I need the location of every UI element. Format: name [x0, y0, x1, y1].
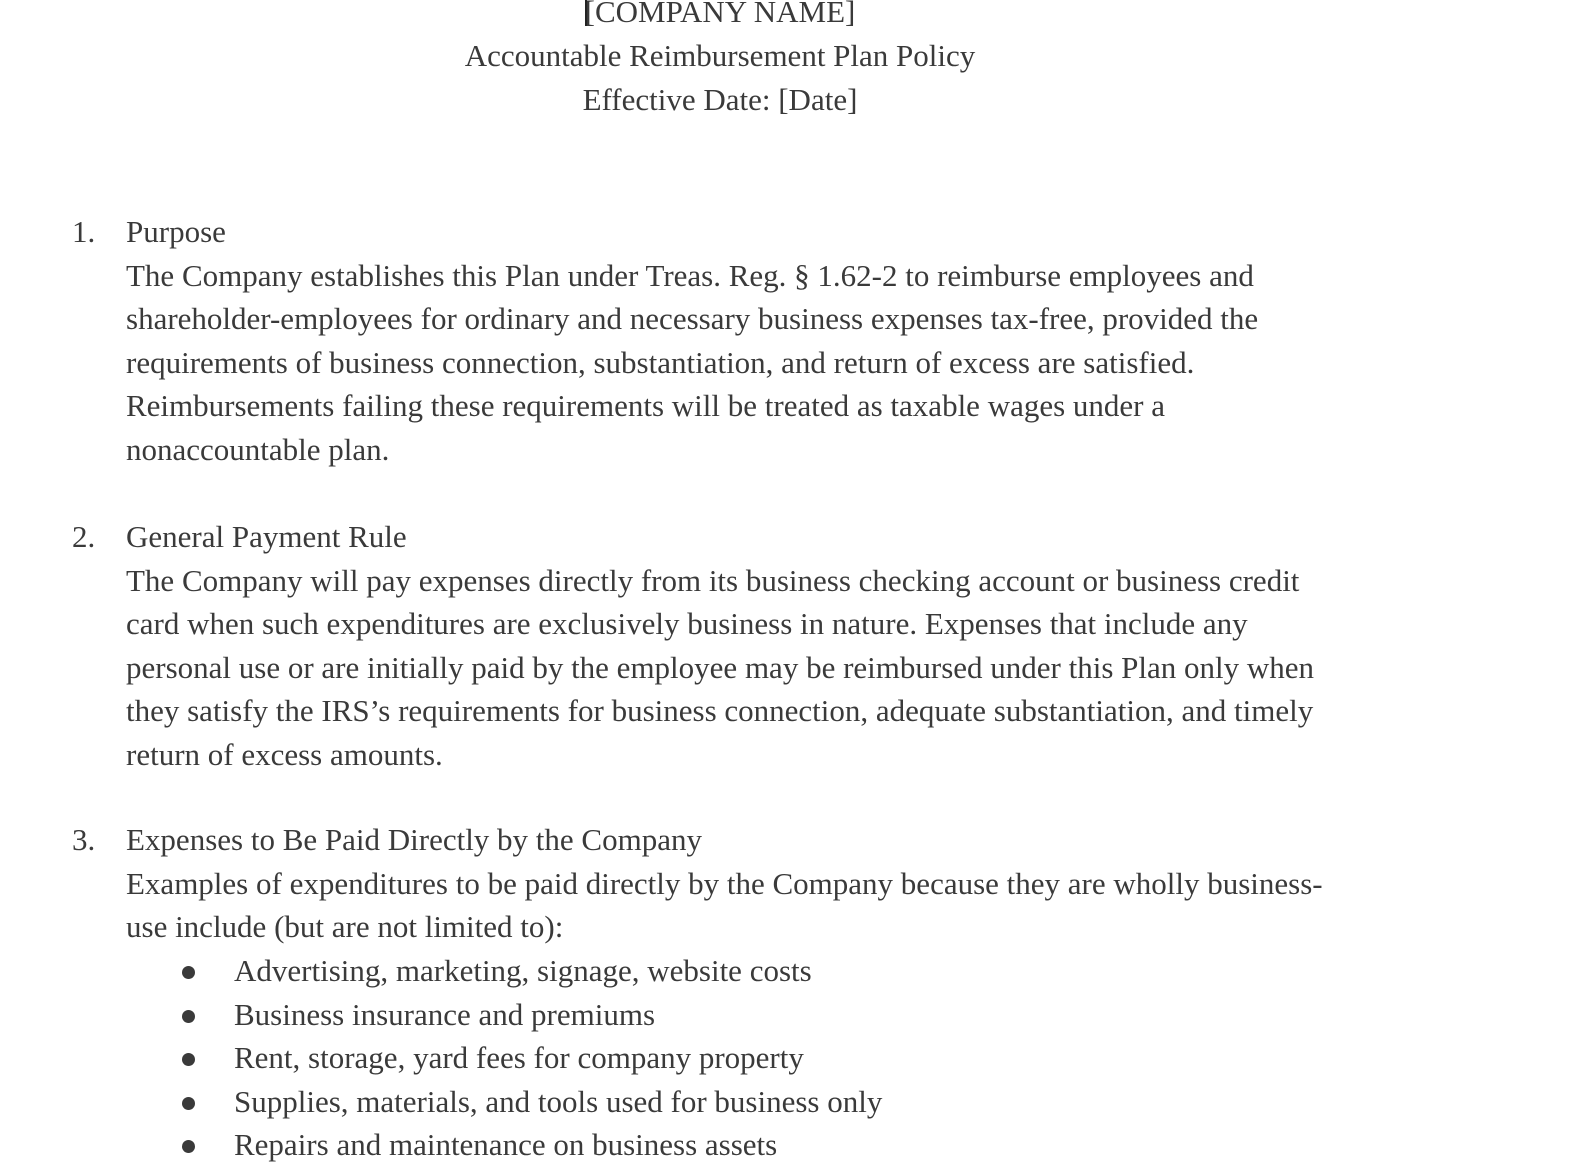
company-name-line	[0, 0, 1440, 34]
company-name: [COMPANY NAME]	[584, 0, 856, 29]
body-line: card when such expenditures are exclusively business in nature. Expenses that include any	[126, 606, 1248, 642]
body-line: Examples of expenditures to be paid directly by the Company because they are wholly business-	[126, 865, 1323, 901]
list-item	[0, 1123, 1588, 1167]
document-header	[0, 0, 1440, 122]
section-body	[126, 862, 1406, 949]
list-item	[0, 949, 1588, 993]
bullet-icon	[182, 1097, 195, 1110]
bullet-icon	[182, 1053, 195, 1066]
section-body	[126, 254, 1406, 472]
list-item	[0, 1036, 1588, 1080]
list-item-text: Repairs and maintenance on business assets	[234, 1127, 778, 1163]
section-title: General Payment Rule	[126, 519, 407, 554]
body-line: shareholder-employees for ordinary and necessary business expenses tax-free, provided the	[126, 301, 1259, 337]
body-line: Reimbursements failing these requirements will be treated as taxable wages under a	[126, 388, 1165, 424]
effective-date: Effective Date: [Date]	[582, 82, 858, 117]
section-number: 2.	[72, 519, 96, 554]
section-number: 1.	[72, 214, 96, 249]
bullet-icon	[182, 1140, 195, 1153]
body-line: requirements of business connection, substantiation, and return of excess are satisfied.	[126, 344, 1195, 380]
section-number: 3.	[72, 822, 96, 857]
section-title: Purpose	[126, 214, 226, 249]
list-item-text: Advertising, marketing, signage, website costs	[234, 953, 812, 988]
list-item-text: Supplies, materials, and tools used for business only	[234, 1083, 883, 1119]
body-line: personal use or are initially paid by the employee may be reimbursed under this Plan only when	[126, 649, 1315, 685]
section-title: Expenses to Be Paid Directly by the Company	[126, 822, 702, 857]
list-item	[0, 1080, 1588, 1124]
body-line: they satisfy the IRS’s requirements for business connection, adequate substantiation, and timely	[126, 693, 1314, 729]
document-title: Accountable Reimbursement Plan Policy	[464, 38, 976, 73]
list-item-text: Business insurance and premiums	[234, 996, 656, 1032]
expense-bullet-list	[0, 949, 1588, 1167]
section-body	[126, 559, 1406, 777]
list-item	[0, 993, 1588, 1037]
body-line: return of excess amounts.	[126, 736, 443, 772]
body-line: The Company will pay expenses directly from its business checking account or business credit	[126, 562, 1300, 598]
bullet-icon	[182, 966, 195, 979]
list-item-text: Rent, storage, yard fees for company property	[234, 1040, 804, 1076]
bullet-icon	[182, 1010, 195, 1023]
body-line: use include (but are not limited to):	[126, 909, 564, 945]
body-line: The Company establishes this Plan under Treas. Reg. § 1.62-2 to reimburse employees and	[126, 257, 1254, 293]
body-line: nonaccountable plan.	[126, 431, 390, 467]
